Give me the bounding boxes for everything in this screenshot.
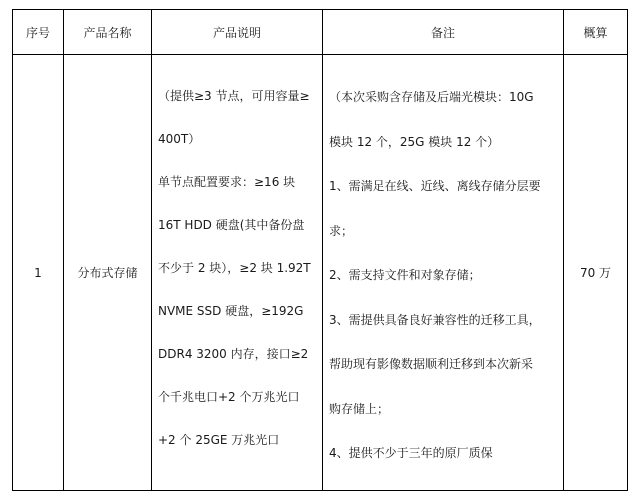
- row-notes: [323, 55, 564, 491]
- row-description: [152, 55, 323, 491]
- header-budget: 概算: [564, 10, 628, 55]
- notes-line: 3、需提供具备良好兼容性的迁移工具，: [329, 312, 541, 327]
- description-line: 400T）: [158, 132, 201, 146]
- spec-sheet: [12, 9, 627, 491]
- row-index: 1: [13, 55, 64, 491]
- description-line: 16T HDD 硬盘(其中备份盘: [158, 218, 305, 232]
- description-line: NVME SSD 硬盘，≥192G: [158, 304, 304, 318]
- header-index: 序号: [13, 10, 64, 55]
- notes-line: 求；: [329, 223, 354, 238]
- notes-line: 购存储上；: [329, 401, 390, 416]
- description-line: 个千兆电口+2 个万兆光口: [158, 390, 300, 404]
- header-row: [13, 10, 628, 55]
- row-product-name: 分布式存储: [64, 55, 152, 491]
- notes-line: 帮助现有影像数据顺利迁移到本次新采: [329, 357, 534, 371]
- notes-line: 4、提供不少于三年的原厂质保: [329, 446, 493, 460]
- header-description: 产品说明: [152, 10, 323, 55]
- notes-line: （本次采购含存储及后端光模块：10G: [329, 90, 534, 104]
- description-line: DDR4 3200 内存，接口≥2: [158, 347, 309, 361]
- description-line: （提供≥3 节点，可用容量≥: [158, 89, 310, 103]
- description-line: +2 个 25GE 万兆光口: [158, 433, 280, 447]
- notes-line: 2、需支持文件和对象存储；: [329, 268, 481, 282]
- table-row: [13, 55, 628, 491]
- header-notes: 备注: [323, 10, 564, 55]
- row-budget: 70 万: [564, 55, 628, 491]
- header-name: 产品名称: [64, 10, 152, 55]
- description-line: 不少于 2 块），≥2 块 1.92T: [158, 261, 311, 275]
- description-line: 单节点配置要求：≥16 块: [158, 175, 296, 189]
- procurement-table: [12, 9, 628, 491]
- notes-line: 1、需满足在线、近线、离线存储分层要: [329, 179, 541, 193]
- notes-line: 模块 12 个，25G 模块 12 个）: [329, 134, 500, 149]
